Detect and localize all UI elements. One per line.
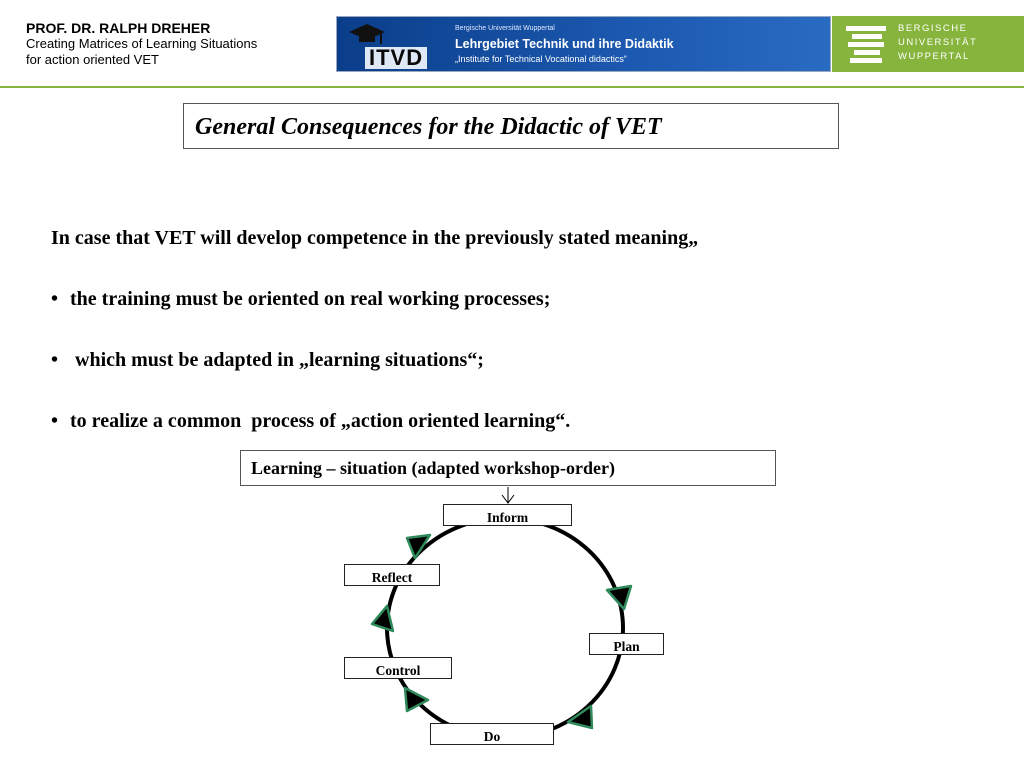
bullet-text: to realize a common process of „action oriented learning“. xyxy=(70,410,571,432)
bullet-symbol: • xyxy=(51,288,59,310)
presentation-subtitle-line2: for action oriented VET xyxy=(26,52,159,67)
author-name: PROF. DR. RALPH DREHER xyxy=(26,20,211,36)
cycle-step-control: Control xyxy=(344,657,452,679)
cycle-step-inform: Inform xyxy=(443,504,572,526)
banner-university-small: Bergische Universität Wuppertal xyxy=(455,25,555,32)
university-name-line1: BERGISCHE xyxy=(898,23,968,34)
university-name-line3: WUPPERTAL xyxy=(898,51,970,62)
cycle-ellipse xyxy=(387,518,623,738)
bullet-symbol: • xyxy=(51,349,59,371)
intro-text: In case that VET will develop competence in the previously stated meaning„ xyxy=(51,227,699,249)
slide-title: General Consequences for the Didactic of VET xyxy=(183,103,839,149)
cycle-step-do: Do xyxy=(430,723,554,745)
bullet-symbol: • xyxy=(51,410,59,432)
banner-subtitle: „Institute for Technical Vocational didactics“ xyxy=(455,54,627,64)
presentation-subtitle-line1: Creating Matrices of Learning Situations xyxy=(26,36,258,51)
bullet-text: which must be adapted in „learning situations“; xyxy=(70,349,484,371)
itvd-logo-text: ITVD xyxy=(365,47,427,69)
learning-situation-box: Learning – situation (adapted workshop-order) xyxy=(240,450,776,486)
cycle-step-plan: Plan xyxy=(589,633,664,655)
university-name-line2: UNIVERSITÄT xyxy=(898,37,978,48)
cycle-step-reflect: Reflect xyxy=(344,564,440,586)
banner-title: Lehrgebiet Technik und ihre Didaktik xyxy=(455,37,674,51)
bullet-text: the training must be oriented on real working processes; xyxy=(70,288,551,310)
